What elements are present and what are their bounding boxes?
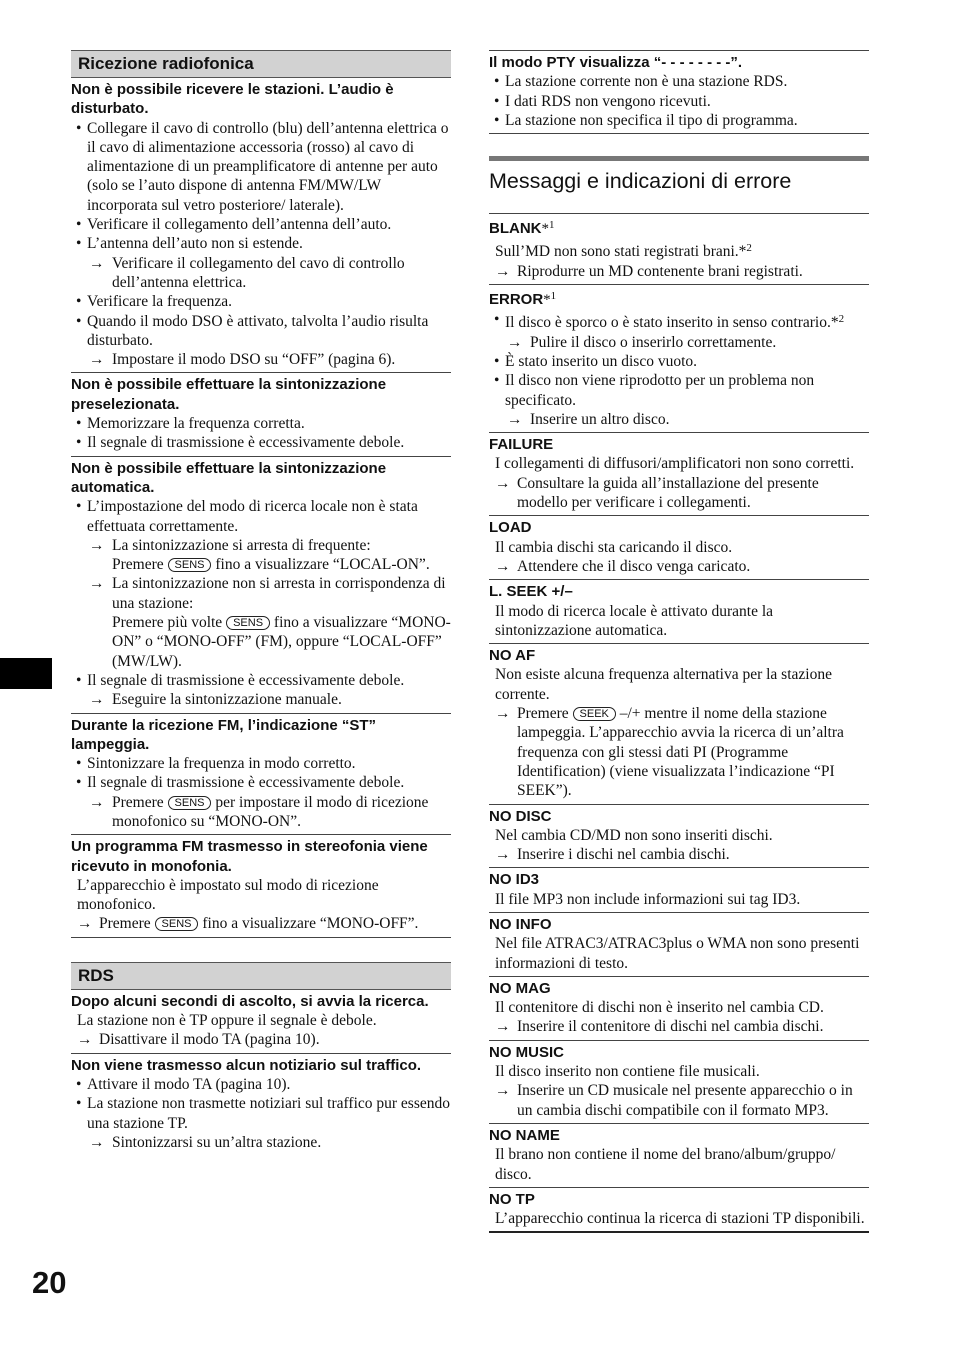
issue-title: Il modo PTY visualizza “- - - - - - - -”. xyxy=(489,54,743,71)
msg-error xyxy=(489,285,869,433)
arrow-icon: → xyxy=(507,410,523,428)
issue-title: Non è possibile effettuare la sintonizzazione preselezionata. xyxy=(71,376,387,413)
arrow-icon: → xyxy=(89,575,105,593)
explanation: Il disco inserito non contiene file musicali. xyxy=(495,1063,760,1081)
msg-no-name xyxy=(489,1124,869,1188)
msg-failure xyxy=(489,433,869,516)
explanation: Nel file ATRAC3/ATRAC3plus o WMA non sono presenti informazioni di testo. xyxy=(495,935,860,972)
remedy: → Eseguire la sintonizzazione manuale. xyxy=(89,691,342,709)
bullet: • Il segnale di trasmissione è eccessivamente debole. xyxy=(71,433,451,452)
remedy: → Inserire un altro disco. xyxy=(507,410,670,428)
explanation: Sull’MD non sono stati registrati brani.*$^2$ xyxy=(495,242,752,261)
bullet: • Verificare il collegamento dell’antenna dell’auto. xyxy=(71,215,451,234)
remedy: → Sintonizzarsi su un’altra stazione. xyxy=(89,1133,322,1151)
msg-no-af xyxy=(489,644,869,804)
remedy: → Inserire i dischi nel cambia dischi. xyxy=(495,846,730,864)
chapter-tab-marker xyxy=(0,658,52,689)
explanation: Non esiste alcuna frequenza alternativa per la stazione corrente. xyxy=(495,666,832,703)
arrow-icon: → xyxy=(89,691,105,709)
msg-code: NO NAME xyxy=(489,1126,560,1144)
bullet: • Verificare la frequenza. xyxy=(71,292,451,311)
footnote-star: * xyxy=(543,292,551,309)
issue-title: Dopo alcuni secondi di ascolto, si avvia la ricerca. xyxy=(71,992,429,1010)
sens-button-icon: SENS xyxy=(168,796,212,810)
bullet: • Il disco non viene riprodotto per un problema non specificato. xyxy=(489,371,869,410)
arrow-icon: → xyxy=(495,474,511,492)
bullet: • L’antenna dell’auto non si estende. xyxy=(71,234,451,253)
issue-pty-dashes xyxy=(489,50,869,134)
issue-auto-tuning xyxy=(71,457,451,714)
remedy: → Impostare il modo DSO su “OFF” (pagina 6). xyxy=(89,351,396,369)
explanation: Nel cambia CD/MD non sono inseriti dischi. xyxy=(495,826,773,844)
bullet: • La stazione non trasmette notiziari sul traffico pur essendo una stazione TP. xyxy=(71,1094,451,1133)
remedy: → La sintonizzazione si arresta di frequente: xyxy=(89,536,371,554)
arrow-icon: → xyxy=(89,254,105,272)
bullet: • Il segnale di trasmissione è eccessivamente debole. xyxy=(71,773,451,792)
bullet: • Il disco è sporco o è stato inserito in senso contrario.*$^2$ xyxy=(489,310,869,332)
arrow-icon: → xyxy=(495,262,511,280)
msg-no-mag xyxy=(489,977,869,1041)
bullet: • Sintonizzare la frequenza in modo corretto. xyxy=(71,754,451,773)
footnote-mark: 1 xyxy=(550,290,557,303)
remedy: → Inserire il contenitore di dischi nel cambia dischi. xyxy=(495,1018,824,1036)
msg-code: FAILURE xyxy=(489,436,554,454)
remedy: → Premere SENS fino a visualizzare “MONO-OFF”. xyxy=(77,915,419,933)
remedy: → Premere SEEK –/+ mentre il nome della stazione lampeggia. L’apparecchio avvia la ricerca di un’altra frequenza con gli stessi dati PI (Programme Identification) (viene visualizzata l’indicazione “PI SEEK”). xyxy=(495,705,844,800)
issue-preset-tuning xyxy=(71,373,451,456)
msg-no-tp xyxy=(489,1188,869,1234)
issue-title: Un programma FM trasmesso in stereofonia viene ricevuto in monofonia. xyxy=(71,838,428,875)
section-title-radio: Ricezione radiofonica xyxy=(71,50,451,78)
seek-button-icon: SEEK xyxy=(573,707,616,721)
remedy: → Riprodurre un MD contenente brani registrati. xyxy=(495,262,803,280)
msg-code: BLANK xyxy=(489,220,542,238)
bullet: • Il segnale di trasmissione è eccessivamente debole. xyxy=(71,671,451,690)
arrow-icon: → xyxy=(495,846,511,864)
bullet: • Collegare il cavo di controllo (blu) dell’antenna elettrica o il cavo di alimentazione accessoria (rosso) al cavo di alimentazione di un preamplificatore di antenne per auto (solo se l’auto dispone di antenna FM/MW/LW incorporata sul vetro posteriore/ laterale). xyxy=(71,119,451,215)
page-number: 20 xyxy=(32,1265,67,1300)
explanation: Il cambia dischi sta caricando il disco. xyxy=(495,538,733,556)
explanation: L’apparecchio è impostato sul modo di ricezione monofonico. xyxy=(77,876,379,914)
issue-seek-starts xyxy=(71,990,451,1054)
msg-code: NO AF xyxy=(489,647,536,665)
arrow-icon: → xyxy=(495,705,511,723)
explanation: Il file MP3 non include informazioni sui tag ID3. xyxy=(495,890,801,908)
remedy: → Disattivare il modo TA (pagina 10). xyxy=(77,1031,320,1049)
remedy-detail: Premere SENS fino a visualizzare “LOCAL-ON”. xyxy=(112,556,430,574)
issue-title: Non è possibile ricevere le stazioni. L’audio è disturbato. xyxy=(71,81,394,118)
msg-code: L. SEEK +/– xyxy=(489,583,573,601)
msg-code: LOAD xyxy=(489,519,532,537)
remedy: → Verificare il collegamento del cavo di controllo dell’antenna elettrica. xyxy=(89,254,405,291)
msg-code: NO DISC xyxy=(489,807,552,825)
bullet: • La stazione non specifica il tipo di programma. xyxy=(489,111,869,130)
remedy: → Inserire un CD musicale nel presente apparecchio o in un cambia dischi compatibile con il formato MP3. xyxy=(495,1082,853,1119)
bullet: • È stato inserito un disco vuoto. xyxy=(489,352,869,371)
arrow-icon: → xyxy=(89,793,105,811)
arrow-icon: → xyxy=(495,557,511,575)
remedy: → Attendere che il disco venga caricato. xyxy=(495,557,751,575)
explanation: Il contenitore di dischi non è inserito nel cambia CD. xyxy=(495,999,824,1017)
explanation: Il brano non contiene il nome del brano/album/gruppo/ disco. xyxy=(495,1146,836,1183)
msg-code: NO MUSIC xyxy=(489,1043,564,1061)
issue-no-stations xyxy=(71,78,451,373)
bullet: • I dati RDS non vengono ricevuti. xyxy=(489,92,869,111)
msg-code: NO MAG xyxy=(489,979,551,997)
msg-load xyxy=(489,516,869,580)
remedy: → Premere SENS per impostare il modo di ricezione monofonico su “MONO-ON”. xyxy=(89,793,429,830)
msg-code: ERROR xyxy=(489,291,544,309)
msg-code: NO ID3 xyxy=(489,871,540,889)
sens-button-icon: SENS xyxy=(226,616,270,630)
explanation: Il modo di ricerca locale è attivato durante la sintonizzazione automatica. xyxy=(495,602,774,639)
bullet: • Quando il modo DSO è attivato, talvolta l’audio risulta disturbato. xyxy=(71,312,451,351)
bullet: • Attivare il modo TA (pagina 10). xyxy=(71,1075,451,1094)
issue-title: Non è possibile effettuare la sintonizzazione automatica. xyxy=(71,459,387,496)
msg-blank xyxy=(489,214,869,285)
sens-button-icon: SENS xyxy=(168,558,212,572)
errors-heading: Messaggi e indicazioni di errore xyxy=(489,156,869,214)
footnote-mark: 1 xyxy=(549,219,555,232)
footnote-mark: 2 xyxy=(746,242,752,255)
arrow-icon: → xyxy=(495,1018,511,1036)
explanation: La stazione non è TP oppure il segnale è debole. xyxy=(77,1012,377,1030)
msg-no-disc xyxy=(489,805,869,869)
msg-no-info xyxy=(489,913,869,977)
msg-no-id3 xyxy=(489,868,869,913)
sens-button-icon: SENS xyxy=(155,917,199,931)
issue-stereo-mono xyxy=(71,835,451,937)
msg-code: NO INFO xyxy=(489,915,552,933)
arrow-icon: → xyxy=(89,536,105,554)
issue-title: Non viene trasmesso alcun notiziario sul traffico. xyxy=(71,1056,422,1074)
issue-st-blinks xyxy=(71,714,451,836)
section-title-rds: RDS xyxy=(71,962,451,990)
footnote-star: * xyxy=(541,221,549,238)
footnote-mark: 2 xyxy=(838,313,845,326)
remedy: → La sintonizzazione non si arresta in corrispondenza di una stazione: xyxy=(89,575,446,612)
arrow-icon: → xyxy=(77,1031,93,1049)
remedy: → Consultare la guida all’installazione del presente modello per verificare i collegamenti. xyxy=(495,474,819,512)
arrow-icon: → xyxy=(89,1133,105,1151)
arrow-icon: → xyxy=(77,915,93,933)
explanation: I collegamenti di diffusori/amplificatori non sono corretti. xyxy=(495,455,855,473)
left-column xyxy=(71,50,451,1152)
msg-no-music xyxy=(489,1041,869,1124)
right-column xyxy=(489,50,869,1233)
bullet: • L’impostazione del modo di ricerca locale non è stata effettuata correttamente. xyxy=(71,497,451,536)
issue-title: Durante la ricezione FM, l’indicazione “ST” lampeggia. xyxy=(71,716,377,753)
arrow-icon: → xyxy=(89,351,105,369)
explanation: L’apparecchio continua la ricerca di stazioni TP disponibili. xyxy=(495,1210,865,1228)
bullet: • La stazione corrente non è una stazione RDS. xyxy=(489,72,869,91)
remedy: → Pulire il disco o inserirlo correttamente. xyxy=(507,333,777,351)
issue-no-traffic xyxy=(71,1054,451,1152)
msg-lseek xyxy=(489,580,869,644)
arrow-icon: → xyxy=(495,1082,511,1100)
remedy-detail: Premere più volte SENS fino a visualizzare “MONO-ON” o “MONO-OFF” (FM), oppure “LOCAL-OFF” (MW/LW). xyxy=(112,614,451,670)
bullet: • Memorizzare la frequenza corretta. xyxy=(71,414,451,433)
msg-code: NO TP xyxy=(489,1190,535,1208)
arrow-icon: → xyxy=(507,333,523,351)
